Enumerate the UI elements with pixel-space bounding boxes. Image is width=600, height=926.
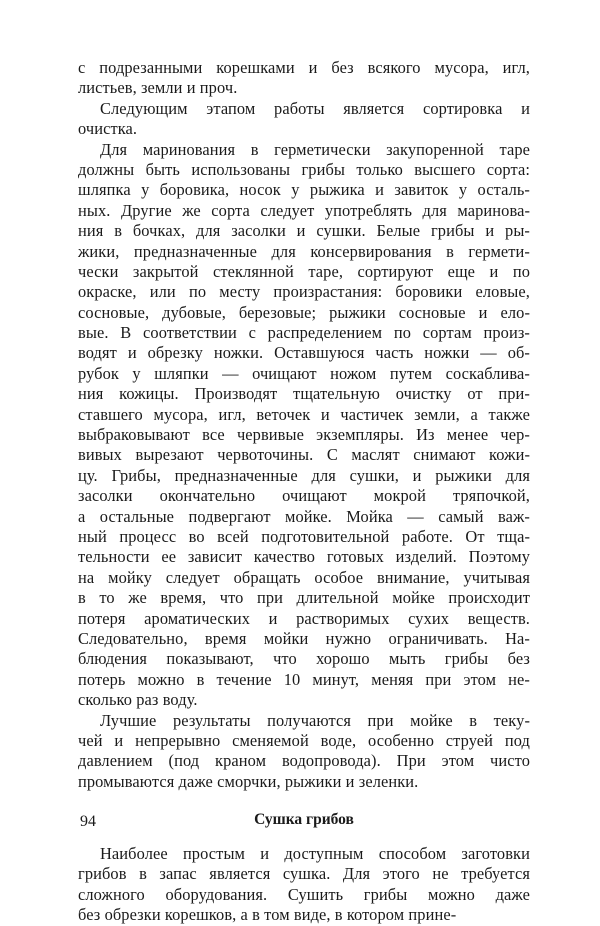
text-line: Наиболее простым и доступным способом заготовки	[100, 844, 530, 864]
text-line: Следующим этапом работы является сортировка и	[100, 98, 530, 118]
text-line: окраске, или по месту произрастания: боровики еловые,	[78, 282, 530, 302]
text-line: с подрезанными корешками и без всякого мусора, игл,	[78, 58, 530, 77]
text-line: ный процесс во всей подготовительной работе. От тща-	[78, 526, 530, 546]
text-line: без обрезки корешков, а в том виде, в котором прине-	[78, 905, 457, 925]
section-text	[78, 844, 530, 926]
text-line: блюдения показывают, что хорошо мыть грибы без	[78, 649, 530, 669]
paragraph	[78, 711, 530, 793]
text-line: шляпка у боровика, носок у рыжика и завиток у осталь-	[78, 180, 530, 200]
text-line: Следовательно, время мойки нужно ограничивать. На-	[78, 628, 530, 648]
page-number: 94	[80, 813, 96, 830]
page-text	[78, 58, 530, 926]
text-line: очистка.	[78, 119, 138, 139]
text-line: рубок у шляпки — очищают ножом путем соскаблива-	[78, 363, 530, 383]
text-line: сколько раз воду.	[78, 690, 198, 710]
text-line: должны быть использованы грибы только высшего сорта:	[78, 159, 530, 179]
text-line: листьев, земли и проч.	[78, 78, 238, 98]
text-line: ставшего мусора, игл, веточек и частичек земли, а также	[78, 404, 530, 424]
text-line: вые. В соответствии с распределением по сортам произ-	[78, 323, 530, 343]
text-line: чей и непрерывно сменяемой воде, особенно струей под	[78, 730, 530, 750]
text-line: давлением (под краном водопровода). При этом чисто	[78, 751, 530, 771]
text-line: на мойку следует обращать особое внимание, учитывая	[78, 567, 530, 587]
text-line: ния кожицы. Производят тщательную очистку от при-	[78, 384, 530, 404]
text-line: цу. Грибы, предназначенные для сушки, и рыжики для	[78, 465, 530, 485]
text-line: чески закрытой стеклянной таре, сортируют еще и по	[78, 261, 530, 281]
text-line: ния в бочках, для засолки и сушки. Белые грибы и ры-	[78, 221, 530, 241]
section-heading: Сушка грибов	[254, 811, 354, 829]
text-line: тельности ее зависит качество готовых изделий. Поэтому	[78, 547, 530, 567]
text-line: Лучшие результаты получаются при мойке в теку-	[100, 710, 530, 730]
text-line: а остальные подвергают мойке. Мойка — самый важ-	[78, 506, 530, 526]
body-text	[78, 58, 530, 792]
text-line: промываются даже сморчки, рыжики и зеленки.	[78, 771, 419, 791]
text-line: жики, предназначенные для консервирования в гермети-	[78, 241, 530, 261]
text-line: потерь можно в течение 10 минут, меняя при этом не-	[78, 669, 530, 689]
text-line: засолки окончательно очищают мокрой тряпочкой,	[78, 486, 530, 506]
text-line: сосновые, дубовые, березовые; рыжики сосновые и ело-	[78, 302, 530, 322]
text-line: Для маринования в герметически закупоренной таре	[100, 139, 530, 159]
paragraph	[78, 99, 530, 140]
paragraph	[78, 58, 530, 99]
text-line: вивых вырезают червоточины. С маслят снимают кожи-	[78, 445, 530, 465]
text-line: водят и обрезку ножки. Оставшуюся часть ножки — об-	[78, 343, 530, 363]
paragraph	[78, 140, 530, 711]
paragraph	[78, 844, 530, 926]
text-line: сложного оборудования. Сушить грибы можно даже	[78, 884, 530, 904]
text-line: грибов в запас является сушка. Для этого не требуется	[78, 864, 530, 884]
text-line: потеря ароматических и растворимых сухих веществ.	[78, 608, 530, 628]
text-line: в то же время, что при длительной мойке происходит	[78, 588, 530, 608]
text-line: ных. Другие же сорта следует употреблять для маринова-	[78, 200, 530, 220]
text-line: выбраковывают все червивые экземпляры. Из менее чер-	[78, 425, 530, 445]
